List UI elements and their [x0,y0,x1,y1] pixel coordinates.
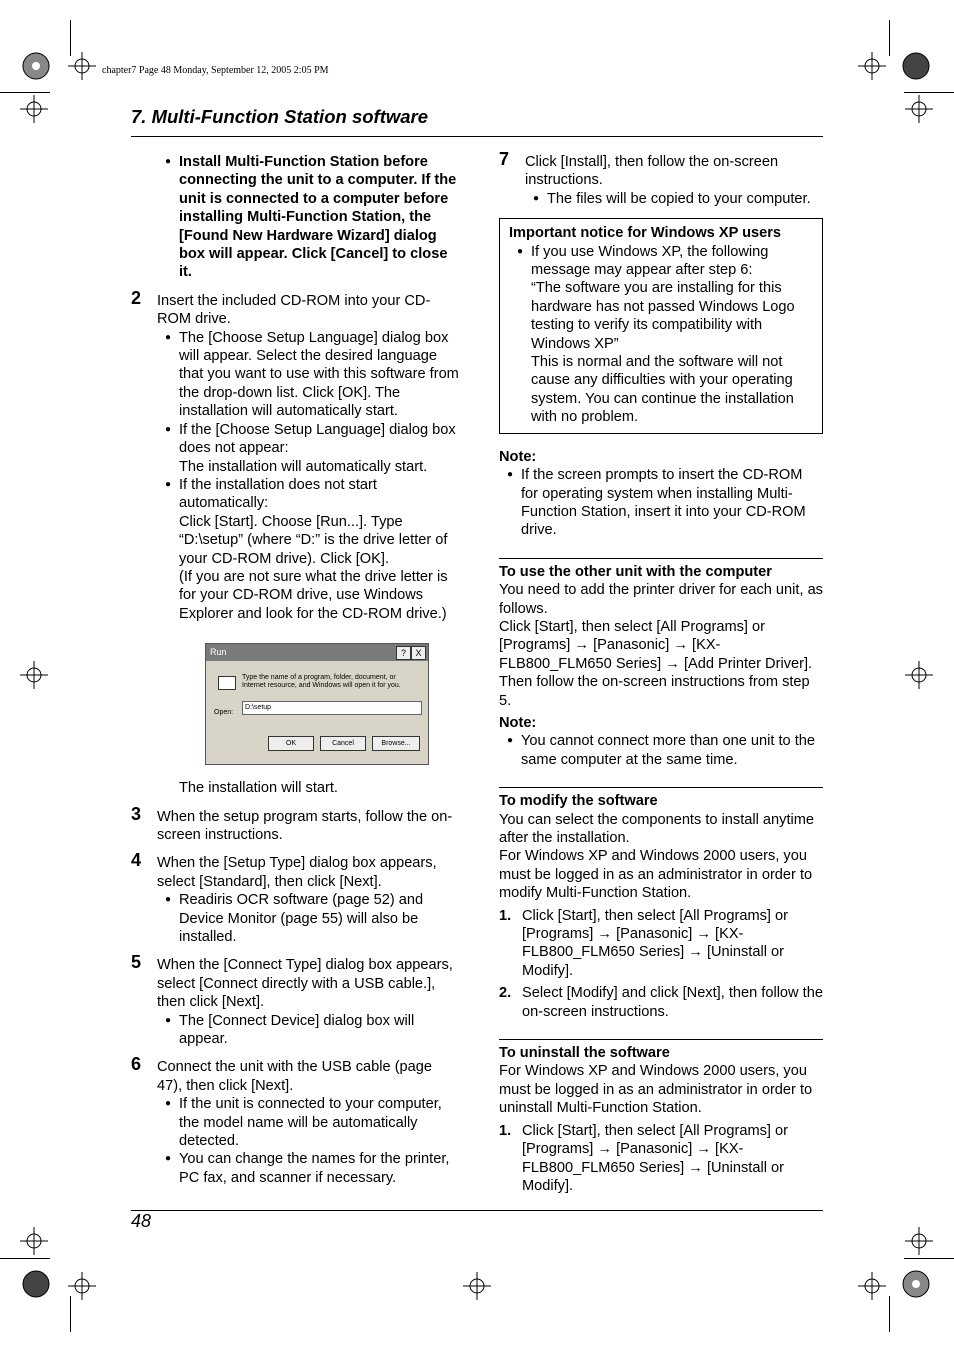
numbered-item [499,1122,823,1196]
bullet: ● If the screen prompts to insert the CD-ROM for operating system when installing Multi-Function Station, insert it into your CD-ROM drive. [499,466,823,540]
item-text: Click [Start], then select [All Programs] or [Programs] → [Panasonic] → [KX-FLB800_FLM650 Series] → [Uninstall or Modify]. [522,1122,789,1194]
step-text: Connect the unit with the USB cable (page 47), then click [Next]. [157,1059,433,1094]
registration-mark-icon [22,52,50,80]
run-dialog-screenshot [205,643,429,765]
bullet-continuation: Click [Start]. Choose [Run...]. Type “D:\setup” (where “D:” is the drive letter of your CD-ROM drive). Click [OK]. [179,513,448,567]
crop-mark [904,1258,954,1259]
cancel-button[interactable]: Cancel [320,736,366,751]
step-5 [131,952,461,1048]
crosshair-icon [68,52,96,80]
step-6 [131,1054,461,1187]
numbered-item [499,984,823,1021]
notice-title: Important notice for Windows XP users [509,225,782,242]
registration-mark-icon [902,52,930,80]
registration-mark-icon [22,1270,50,1298]
browse-button[interactable]: Browse... [372,736,420,751]
bullet: ● If you use Windows XP, the following message may appear after step 6: [509,243,813,280]
help-button[interactable]: ? [396,646,411,660]
crosshair-icon [20,95,48,123]
step-number: 6 [131,1054,142,1075]
crosshair-icon [68,1272,96,1300]
bullet: ● Readiris OCR software (page 52) and Device Monitor (page 55) will also be installed. [157,891,461,946]
step-number: 3 [131,803,142,824]
step-text: Insert the included CD-ROM into your CD-ROM drive. [157,292,431,328]
item-text: Click [Start], then select [All Programs] or [Programs] → [Panasonic] → [KX-FLB800_FLM650 Series] → [Uninstall or Modify]. [522,907,789,979]
step-number: 4 [131,850,142,871]
step-number: 2 [131,287,142,308]
step-text: Click [Install], then follow the on-screen instructions. [525,154,779,189]
crop-mark [70,1296,71,1332]
crop-mark [0,1258,50,1259]
intro-bullet: ● Install Multi-Function Station before connecting the unit to a computer. If the unit is connected to a computer before installing Multi-Function Station, the [Found New Hardware Wizard] dialog box will appear. Click [Cancel] to close it. [157,153,461,282]
crosshair-icon [20,1227,48,1255]
crop-mark [889,20,890,56]
crop-mark [904,92,954,93]
bullet: ● The files will be copied to your computer. [525,190,823,208]
bullet: ● The [Choose Setup Language] dialog box will appear. Select the desired language that you want to use with this software from the drop-down list. Click [OK]. The installation will automatically start. [157,329,461,421]
crop-mark [0,92,50,93]
item-text: Select [Modify] and click [Next], then follow the on-screen instructions. [522,985,823,1020]
crosshair-icon [905,95,933,123]
paragraph: For Windows XP and Windows 2000 users, you must be logged in as an administrator in order to modify Multi-Function Station. [499,848,813,902]
item-number: 2. [499,985,512,1002]
header-rule [131,136,823,137]
registration-mark-icon [902,1270,930,1298]
bullet-continuation: The installation will automatically start. [179,458,428,475]
section-title: 7. Multi-Function Station software [131,106,429,127]
crop-mark [70,20,71,56]
numbered-item [499,907,823,981]
notice-continuation: This is normal and the software will not cause any difficulties with your operating system. You can continue the installation with no problem. [531,354,794,426]
step-number: 5 [131,952,142,973]
run-dialog-title: Run [206,644,428,661]
step-3 [131,803,461,845]
close-icon[interactable]: X [411,646,426,660]
note-label: Note: [499,448,537,465]
step-7 [499,149,823,208]
open-label: Open: [214,709,234,717]
after-image-text: The installation will start. [179,780,338,797]
bullet-continuation: (If you are not sure what the drive letter is for your CD-ROM drive, use Windows Explorer and look for the CD-ROM drive.) [179,568,448,622]
right-column [499,149,823,1195]
bullet: ● If the [Choose Setup Language] dialog box does not appear: [157,421,461,458]
left-column [131,153,461,1197]
paragraph: You need to add the printer driver for each unit, as follows. [499,582,823,617]
crosshair-icon [905,661,933,689]
footer-rule [131,1210,823,1211]
print-meta: chapter7 Page 48 Monday, September 12, 2005 2:05 PM [102,65,329,76]
bullet: ● You cannot connect more than one unit to the same computer at the same time. [499,732,823,769]
note-label: Note: [499,714,537,731]
bullet: ● If the unit is connected to your computer, the model name will be automatically detected. [157,1095,461,1150]
notice-quote: “The software you are installing for this hardware has not passed Windows Logo testing to verify its compatibility with Windows XP” [531,280,795,352]
bullet: ● If the installation does not start automatically: [157,476,461,513]
bullet: ● You can change the names for the printer, PC fax, and scanner if necessary. [157,1150,461,1187]
step-text: When the [Connect Type] dialog box appears, select [Connect directly with a USB cable.], then click [Next]. [157,957,453,1011]
crosshair-icon [858,52,886,80]
crosshair-icon [858,1272,886,1300]
crosshair-icon [20,661,48,689]
open-input[interactable]: D:\setup [242,701,422,715]
xp-notice-box [499,218,823,433]
ok-button[interactable]: OK [268,736,314,751]
paragraph: For Windows XP and Windows 2000 users, you must be logged in as an administrator in order to uninstall Multi-Function Station. [499,1063,813,1117]
step-text: When the [Setup Type] dialog box appears, select [Standard], then click [Next]. [157,855,437,890]
step-text: When the setup program starts, follow the on-screen instructions. [157,808,453,843]
subhead-uninstall: To uninstall the software [499,1039,823,1062]
page-number: 48 [131,1211,152,1231]
subhead-other-unit: To use the other unit with the computer [499,558,823,581]
paragraph: Click [Start], then select [All Programs] or [Programs] → [Panasonic] → [KX-FLB800_FLM650 Series] → [Add Printer Driver]. Then follow the on-screen instructions from step 5. [499,618,813,709]
crosshair-icon [905,1227,933,1255]
subhead-modify: To modify the software [499,787,823,810]
step-4 [131,850,461,946]
item-number: 1. [499,907,512,924]
paragraph: You can select the components to install anytime after the installation. [499,811,815,846]
run-prompt: Type the name of a program, folder, document, or Internet resource, and Windows will open it for you. [242,674,401,690]
item-number: 1. [499,1122,512,1139]
step-2 [131,287,461,798]
run-icon [218,676,236,690]
bullet: ● The [Connect Device] dialog box will appear. [157,1012,461,1049]
crosshair-icon [463,1272,491,1300]
step-number: 7 [499,149,510,169]
crop-mark [889,1296,890,1332]
